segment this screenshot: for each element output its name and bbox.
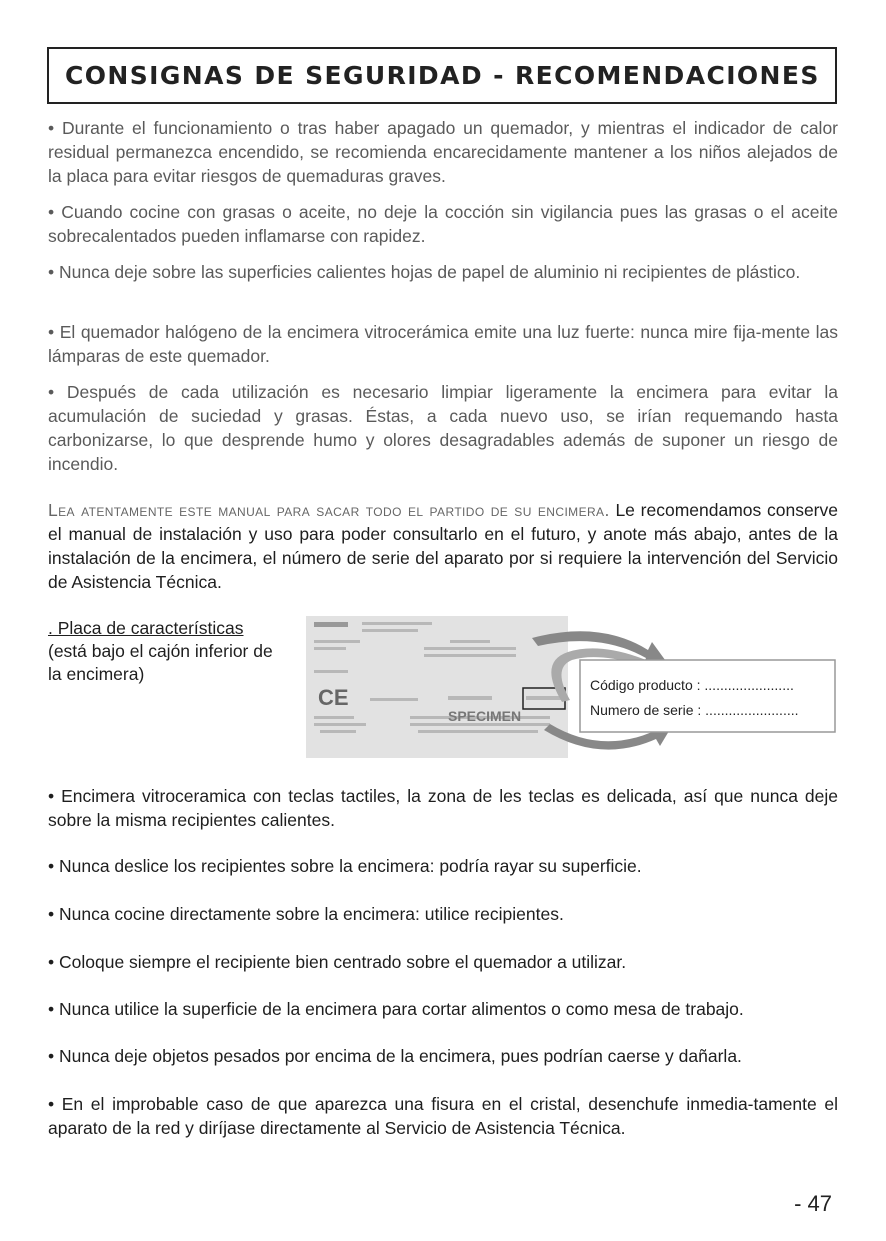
serial-number-field: Numero de serie : ........................	[590, 702, 799, 718]
specimen-label: SPECIMEN	[448, 708, 522, 724]
usage-item-4: • Coloque siempre el recipiente bien centrado sobre el quemador a utilizar.	[48, 952, 627, 972]
usage-item-1: • Encimera vitroceramica con teclas tactiles, la zona de les teclas es delicada, así que nunca deje sobre la misma recipientes calientes.	[48, 786, 838, 830]
plate-caption	[48, 617, 288, 686]
usage-item-7: • En el improbable caso de que aparezca una fisura en el cristal, desenchufe inmedia-tamente el aparato de la red y diríjase directamente al Servicio de Asistencia Técnica.	[48, 1094, 838, 1138]
manual-note-body: Le recomendamos conserve el manual de instalación y uso para poder consultarlo en el futuro, y anote más abajo, antes de la instalación de la encimera, el número de serie del aparato por si requiere la intervención del Servicio de Asistencia Técnica.	[48, 500, 838, 592]
rating-plate-figure	[300, 612, 840, 762]
safety-item-5: • Después de cada utilización es necesario limpiar ligeramente la encimera para evitar la acumulación de suciedad y grasas. Éstas, a cada nuevo uso, se irían requemando hasta carbonizarse, lo que desprende humo y olores desagradables además de suponer un riesgo de incendio.	[48, 382, 838, 474]
page-title: CONSIGNAS DE SEGURIDAD - RECOMENDACIONES	[65, 61, 820, 90]
safety-item-3: • Nunca deje sobre las superficies calientes hojas de papel de aluminio ni recipientes de plástico.	[48, 262, 801, 282]
usage-item-6: • Nunca deje objetos pesados por encima de la encimera, pues podrían caerse y dañarla.	[48, 1046, 742, 1066]
manual-note	[48, 498, 838, 594]
safety-item-1: • Durante el funcionamiento o tras haber apagado un quemador, y mientras el indicador de calor residual permanezca encendido, se recomienda encarecidamente mantener a los niños alejados de la placa para evitar riesgos de quemaduras graves.	[48, 118, 838, 186]
section-title-box	[47, 47, 837, 104]
usage-item-5: • Nunca utilice la superficie de la encimera para cortar alimentos o como mesa de trabajo.	[48, 999, 744, 1019]
ce-mark: CE	[318, 685, 349, 710]
serial-record-box	[580, 660, 835, 732]
page-number: - 47	[794, 1191, 832, 1216]
product-code-field: Código producto : .......................	[590, 677, 794, 693]
plate-caption-body: (está bajo el cajón inferior de la encimera)	[48, 641, 273, 684]
usage-item-2: • Nunca deslice los recipientes sobre la encimera: podría rayar su superficie.	[48, 856, 642, 876]
safety-item-2: • Cuando cocine con grasas o aceite, no deje la cocción sin vigilancia pues las grasas o el aceite sobrecalentados pueden inflamarse con rapidez.	[48, 202, 838, 246]
plate-caption-title: . Placa de características	[48, 618, 244, 638]
usage-item-3: • Nunca cocine directamente sobre la encimera: utilice recipientes.	[48, 904, 564, 924]
manual-note-lead: Lea atentamente este manual para sacar todo el partido de su encimera.	[48, 500, 610, 520]
safety-item-4: • El quemador halógeno de la encimera vitrocerámica emite una luz fuerte: nunca mire fija-mente las lámparas de este quemador.	[48, 322, 838, 366]
